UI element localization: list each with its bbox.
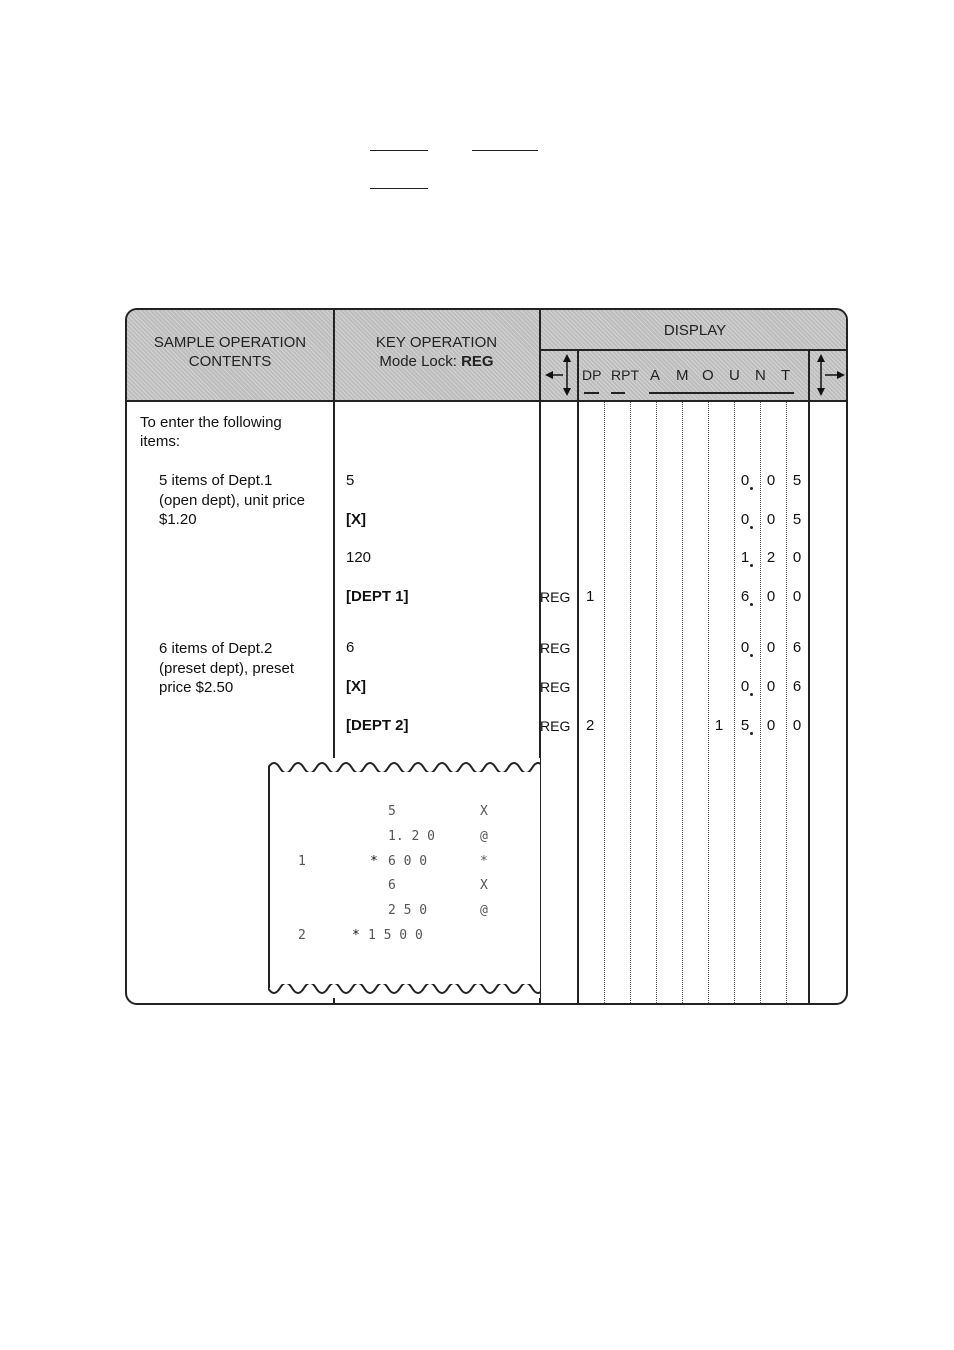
decimal-point	[750, 526, 753, 529]
item2-line3: price $2.50	[159, 679, 234, 696]
amount-digit: 5	[792, 511, 802, 528]
amount-underline	[649, 392, 794, 394]
decimal-point	[750, 654, 753, 657]
mode-indicator: REG	[540, 589, 571, 605]
receipt-left-edge	[268, 766, 270, 988]
amount-digit: 0	[766, 511, 776, 528]
item1-line1: 5 items of Dept.1	[159, 472, 273, 489]
amount-digit: 0	[792, 717, 802, 734]
col-rpt: RPT	[611, 367, 639, 383]
dotted-col	[734, 402, 735, 1005]
amount-digit: 0	[766, 472, 776, 489]
dp-underline	[584, 392, 599, 394]
decimal-point	[750, 693, 753, 696]
receipt-dept: 2	[298, 928, 306, 943]
dotted-col	[656, 402, 657, 1005]
receipt-symbol: @	[480, 829, 488, 844]
amount-digit: 5	[740, 717, 750, 734]
receipt-star: *	[352, 928, 360, 943]
amount-digit: 6	[792, 678, 802, 695]
header-key-mode	[334, 353, 539, 370]
key-op: 5	[346, 472, 355, 489]
dept-digit: 2	[586, 717, 595, 734]
receipt-amount: 1 5 0 0	[368, 928, 423, 943]
decimal-point	[750, 564, 753, 567]
amount-digit: 1	[740, 549, 750, 566]
intro-line1: To enter the following	[140, 414, 282, 431]
dotted-col	[786, 402, 787, 1005]
mode-lock-value: REG	[461, 353, 494, 370]
operation-table	[125, 308, 848, 1005]
amount-digit: 0	[740, 639, 750, 656]
decimal-point	[750, 732, 753, 735]
display-title-rule	[540, 349, 848, 351]
key-op: [X]	[346, 511, 366, 528]
item1-line2: (open dept), unit price	[159, 492, 305, 509]
rpt-underline	[611, 392, 625, 394]
receipt-amount: 6 0 0	[388, 854, 428, 869]
decimal-point	[750, 487, 753, 490]
header-key-line1: KEY OPERATION	[375, 334, 498, 351]
blank-line-1	[370, 150, 428, 151]
col-t: T	[781, 367, 791, 384]
col-divider-3	[577, 350, 579, 1005]
col-o: O	[702, 367, 714, 384]
receipt-amount: 6	[388, 878, 396, 893]
left-right-arrow-icon	[543, 352, 575, 398]
dept-digit: 1	[586, 588, 595, 605]
item2-line2: (preset dept), preset	[159, 660, 295, 677]
amount-digit: 6	[792, 639, 802, 656]
amount-digit: 0	[766, 678, 776, 695]
key-op: [DEPT 1]	[346, 588, 409, 605]
mode-indicator: REG	[540, 640, 571, 656]
amount-digit: 0	[740, 511, 750, 528]
col-a: A	[650, 367, 661, 384]
dotted-col	[682, 402, 683, 1005]
mode-indicator: REG	[540, 718, 571, 734]
receipt-symbol: @	[480, 903, 488, 918]
amount-digit: 0	[792, 549, 802, 566]
receipt-amount: 1. 2 0	[388, 829, 435, 844]
amount-digit: 0	[792, 588, 802, 605]
header-display-title-text: DISPLAY	[663, 322, 727, 339]
key-op: [X]	[346, 678, 366, 695]
key-op: [DEPT 2]	[346, 717, 409, 734]
receipt-symbol: X	[480, 878, 488, 893]
receipt-star: *	[370, 854, 378, 869]
amount-digit: 0	[766, 639, 776, 656]
mode-indicator: REG	[540, 679, 571, 695]
col-divider-4	[808, 350, 810, 1005]
right-arrow-icon	[813, 352, 847, 398]
receipt-symbol: *	[480, 854, 488, 869]
receipt-torn-edge-bottom	[268, 984, 540, 998]
intro-line2: items:	[140, 433, 181, 450]
col-n: N	[755, 367, 766, 384]
amount-digit: 0	[766, 717, 776, 734]
blank-line-2	[472, 150, 538, 151]
amount-digit: 6	[740, 588, 750, 605]
amount-digit: 5	[792, 472, 802, 489]
item2-line1: 6 items of Dept.2	[159, 640, 273, 657]
header-sample-line1: SAMPLE OPERATION	[153, 334, 307, 351]
col-m: M	[676, 367, 689, 384]
receipt-printout	[268, 758, 540, 998]
header-sample-line2: CONTENTS	[188, 353, 272, 370]
receipt-torn-edge-top	[268, 758, 540, 772]
col-u: U	[729, 367, 740, 384]
amount-digit: 0	[766, 588, 776, 605]
blank-line-3	[370, 188, 428, 189]
receipt-symbol: X	[480, 804, 488, 819]
key-op: 6	[346, 639, 355, 656]
header-bottom-rule	[127, 400, 848, 402]
key-op: 120	[346, 549, 372, 566]
amount-digit: 2	[766, 549, 776, 566]
item1-line3: $1.20	[159, 511, 197, 528]
col-dp: DP	[582, 367, 602, 383]
amount-digit: 1	[714, 717, 724, 734]
amount-digit: 0	[740, 472, 750, 489]
receipt-amount: 5	[388, 804, 396, 819]
decimal-point	[750, 603, 753, 606]
mode-lock-label: Mode Lock:	[379, 353, 457, 370]
receipt-amount: 2 5 0	[388, 903, 428, 918]
amount-digit: 0	[740, 678, 750, 695]
receipt-dept: 1	[298, 854, 306, 869]
dotted-col	[708, 402, 709, 1005]
dotted-col	[630, 402, 631, 1005]
dotted-col	[760, 402, 761, 1005]
dotted-col	[604, 402, 605, 1005]
